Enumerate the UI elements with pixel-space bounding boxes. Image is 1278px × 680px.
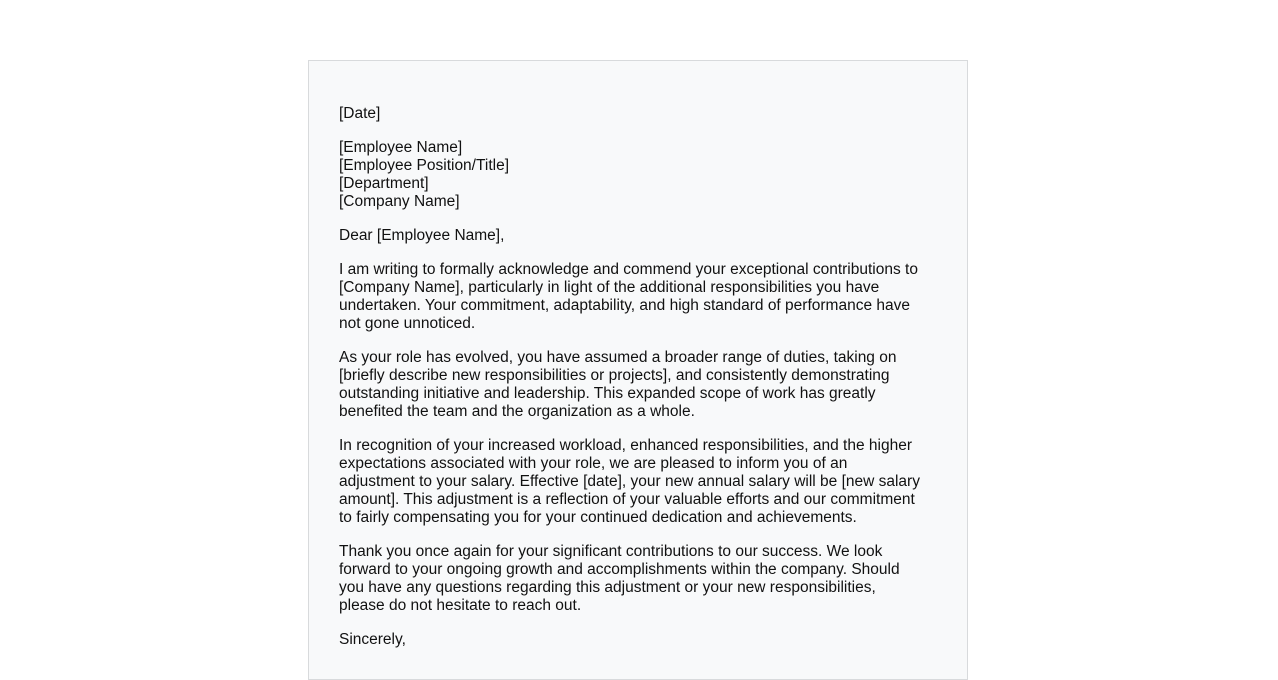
recipient-company: [Company Name]: [339, 193, 460, 210]
salutation-line: Dear [Employee Name],: [339, 227, 505, 244]
paragraph-3: [339, 437, 944, 527]
closing: [339, 631, 944, 649]
paragraph-line: benefited the team and the organization as a whole.: [339, 403, 695, 420]
date-line: [Date]: [339, 105, 381, 122]
paragraph-line: expectations associated with your role, we are pleased to inform you of an: [339, 455, 848, 472]
paragraph-line: Thank you once again for your significant contributions to our success. We look: [339, 543, 883, 560]
paragraph-line: you have any questions regarding this adjustment or your new responsibilities,: [339, 579, 876, 596]
salutation: [339, 227, 944, 245]
paragraph-line: adjustment to your salary. Effective [date], your new annual salary will be [new salary: [339, 473, 920, 490]
paragraph-line: forward to your ongoing growth and accomplishments within the company. Should: [339, 561, 900, 578]
closing-line: Sincerely,: [339, 631, 406, 648]
paragraph-line: please do not hesitate to reach out.: [339, 597, 582, 614]
paragraph-line: As your role has evolved, you have assumed a broader range of duties, taking on: [339, 349, 897, 366]
paragraph-line: [Company Name], particularly in light of the additional responsibilities you have: [339, 279, 880, 296]
recipient-name: [Employee Name]: [339, 139, 463, 156]
recipient-department: [Department]: [339, 175, 429, 192]
paragraph-line: [briefly describe new responsibilities or projects], and consistently demonstrating: [339, 367, 890, 384]
paragraph-1: [339, 261, 944, 333]
recipient-block: [339, 139, 944, 211]
paragraph-line: I am writing to formally acknowledge and commend your exceptional contributions to: [339, 261, 918, 278]
paragraph-line: undertaken. Your commitment, adaptability, and high standard of performance have: [339, 297, 910, 314]
paragraph-line: not gone unnoticed.: [339, 315, 476, 332]
paragraph-line: In recognition of your increased workload, enhanced responsibilities, and the higher: [339, 437, 912, 454]
paragraph-line: to fairly compensating you for your continued dedication and achievements.: [339, 509, 857, 526]
paragraph-2: [339, 349, 944, 421]
paragraph-4: [339, 543, 944, 615]
letter-body: [339, 105, 944, 665]
document-page: [308, 60, 968, 680]
recipient-position: [Employee Position/Title]: [339, 157, 510, 174]
paragraph-line: outstanding initiative and leadership. This expanded scope of work has greatly: [339, 385, 876, 402]
paragraph-line: amount]. This adjustment is a reflection of your valuable efforts and our commitment: [339, 491, 915, 508]
letter-date: [339, 105, 944, 123]
